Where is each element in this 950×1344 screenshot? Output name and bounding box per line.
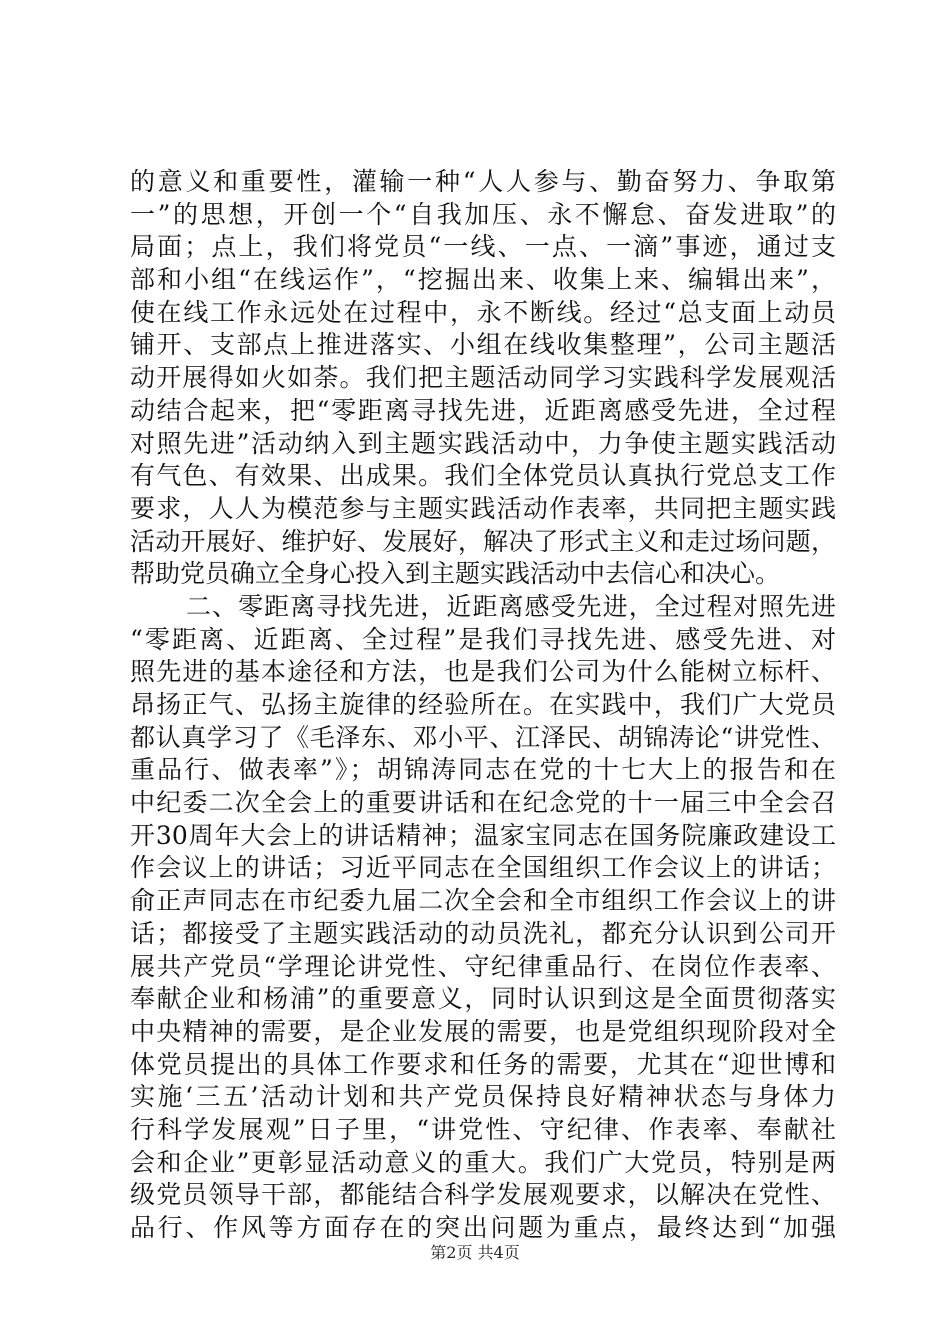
page-number: 第2页 共4页 (430, 1243, 520, 1262)
text-line: 铺开、支部点上推进落实、小组在线收集整理”，公司主题活 (130, 330, 836, 360)
text-line: 动开展得如火如荼。我们把主题活动同学习实践科学发展观活 (130, 363, 836, 393)
text-line: 有气色、有效果、出成果。我们全体党员认真执行党总支工作 (130, 461, 836, 491)
text-line: 中纪委二次全会上的重要讲话和在纪念党的十一届三中全会召 (130, 788, 836, 818)
text-line: 的意义和重要性，灌输一种“人人参与、勤奋努力、争取第 (130, 167, 836, 196)
text-line: 俞正声同志在市纪委九届二次全会和全市组织工作会议上的讲 (130, 886, 836, 916)
text-line: 照先进的基本途径和方法，也是我们公司为什么能树立标杆、 (130, 657, 836, 687)
text-line: 局面；点上，我们将党员“一线、一点、一滴”事迹，通过支 (130, 232, 836, 262)
text-line: 品行、作风等方面存在的突出问题为重点，最终达到“加强 (130, 1213, 836, 1242)
text-line: 活动开展好、维护好、发展好，解决了形式主义和走过场问题， (130, 526, 836, 556)
text-line: 级党员领导干部，都能结合科学发展观要求，以解决在党性、 (130, 1180, 836, 1210)
text-line: 使在线工作永远处在过程中，永不断线。经过“总支面上动员 (130, 297, 836, 327)
text-line: 动结合起来，把“零距离寻找先进，近距离感受先进，全过程 (130, 395, 836, 425)
text-line: 体党员提出的具体工作要求和任务的需要，尤其在“迎世博和 (130, 1049, 836, 1079)
text-line: 帮助党员确立全身心投入到主题实践活动中去信心和决心。 (130, 559, 781, 589)
text-line: 话；都接受了主题实践活动的动员洗礼，都充分认识到公司开 (130, 918, 836, 948)
text-line: 会和企业”更彰显活动意义的重大。我们广大党员，特别是两 (130, 1147, 836, 1177)
text-line: 要求，人人为模范参与主题实践活动作表率，共同把主题实践 (130, 493, 836, 523)
text-line: 一”的思想，开创一个“自我加压、永不懈怠、奋发进取”的 (130, 199, 836, 229)
body-text (130, 166, 836, 1245)
page-footer (0, 1240, 950, 1263)
text-line: 作会议上的讲话；习近平同志在全国组织工作会议上的讲话； (130, 853, 836, 883)
text-line: 实施‘三五’活动计划和共产党员保持良好精神状态与身体力 (130, 1082, 836, 1112)
text-line: 奉献企业和杨浦”的重要意义，同时认识到这是全面贯彻落实 (130, 984, 836, 1014)
text-line: “零距离、近距离、全过程”是我们寻找先进、感受先进、对 (130, 624, 836, 654)
text-line: 行科学发展观”日子里，“讲党性、守纪律、作表率、奉献社 (130, 1114, 836, 1144)
text-line: 开30周年大会上的讲话精神；温家宝同志在国务院廉政建设工 (130, 820, 836, 850)
section-heading: 二、零距离寻找先进，近距离感受先进，全过程对照先进 (186, 591, 836, 621)
text-line: 昂扬正气、弘扬主旋律的经验所在。在实践中，我们广大党员 (130, 690, 836, 719)
text-line: 都认真学习了《毛泽东、邓小平、江泽民、胡锦涛论“讲党性、 (130, 722, 836, 752)
text-line: 部和小组“在线运作”，“挖掘出来、收集上来、编辑出来”， (130, 265, 836, 295)
text-line: 展共产党员“学理论讲党性、守纪律重品行、在岗位作表率、 (130, 951, 836, 981)
text-line: 中央精神的需要，是企业发展的需要，也是党组织现阶段对全 (130, 1016, 836, 1046)
text-line: 重品行、做表率”》；胡锦涛同志在党的十七大上的报告和在 (130, 755, 836, 785)
text-line: 对照先进”活动纳入到主题实践活动中，力争使主题实践活动 (130, 428, 836, 458)
